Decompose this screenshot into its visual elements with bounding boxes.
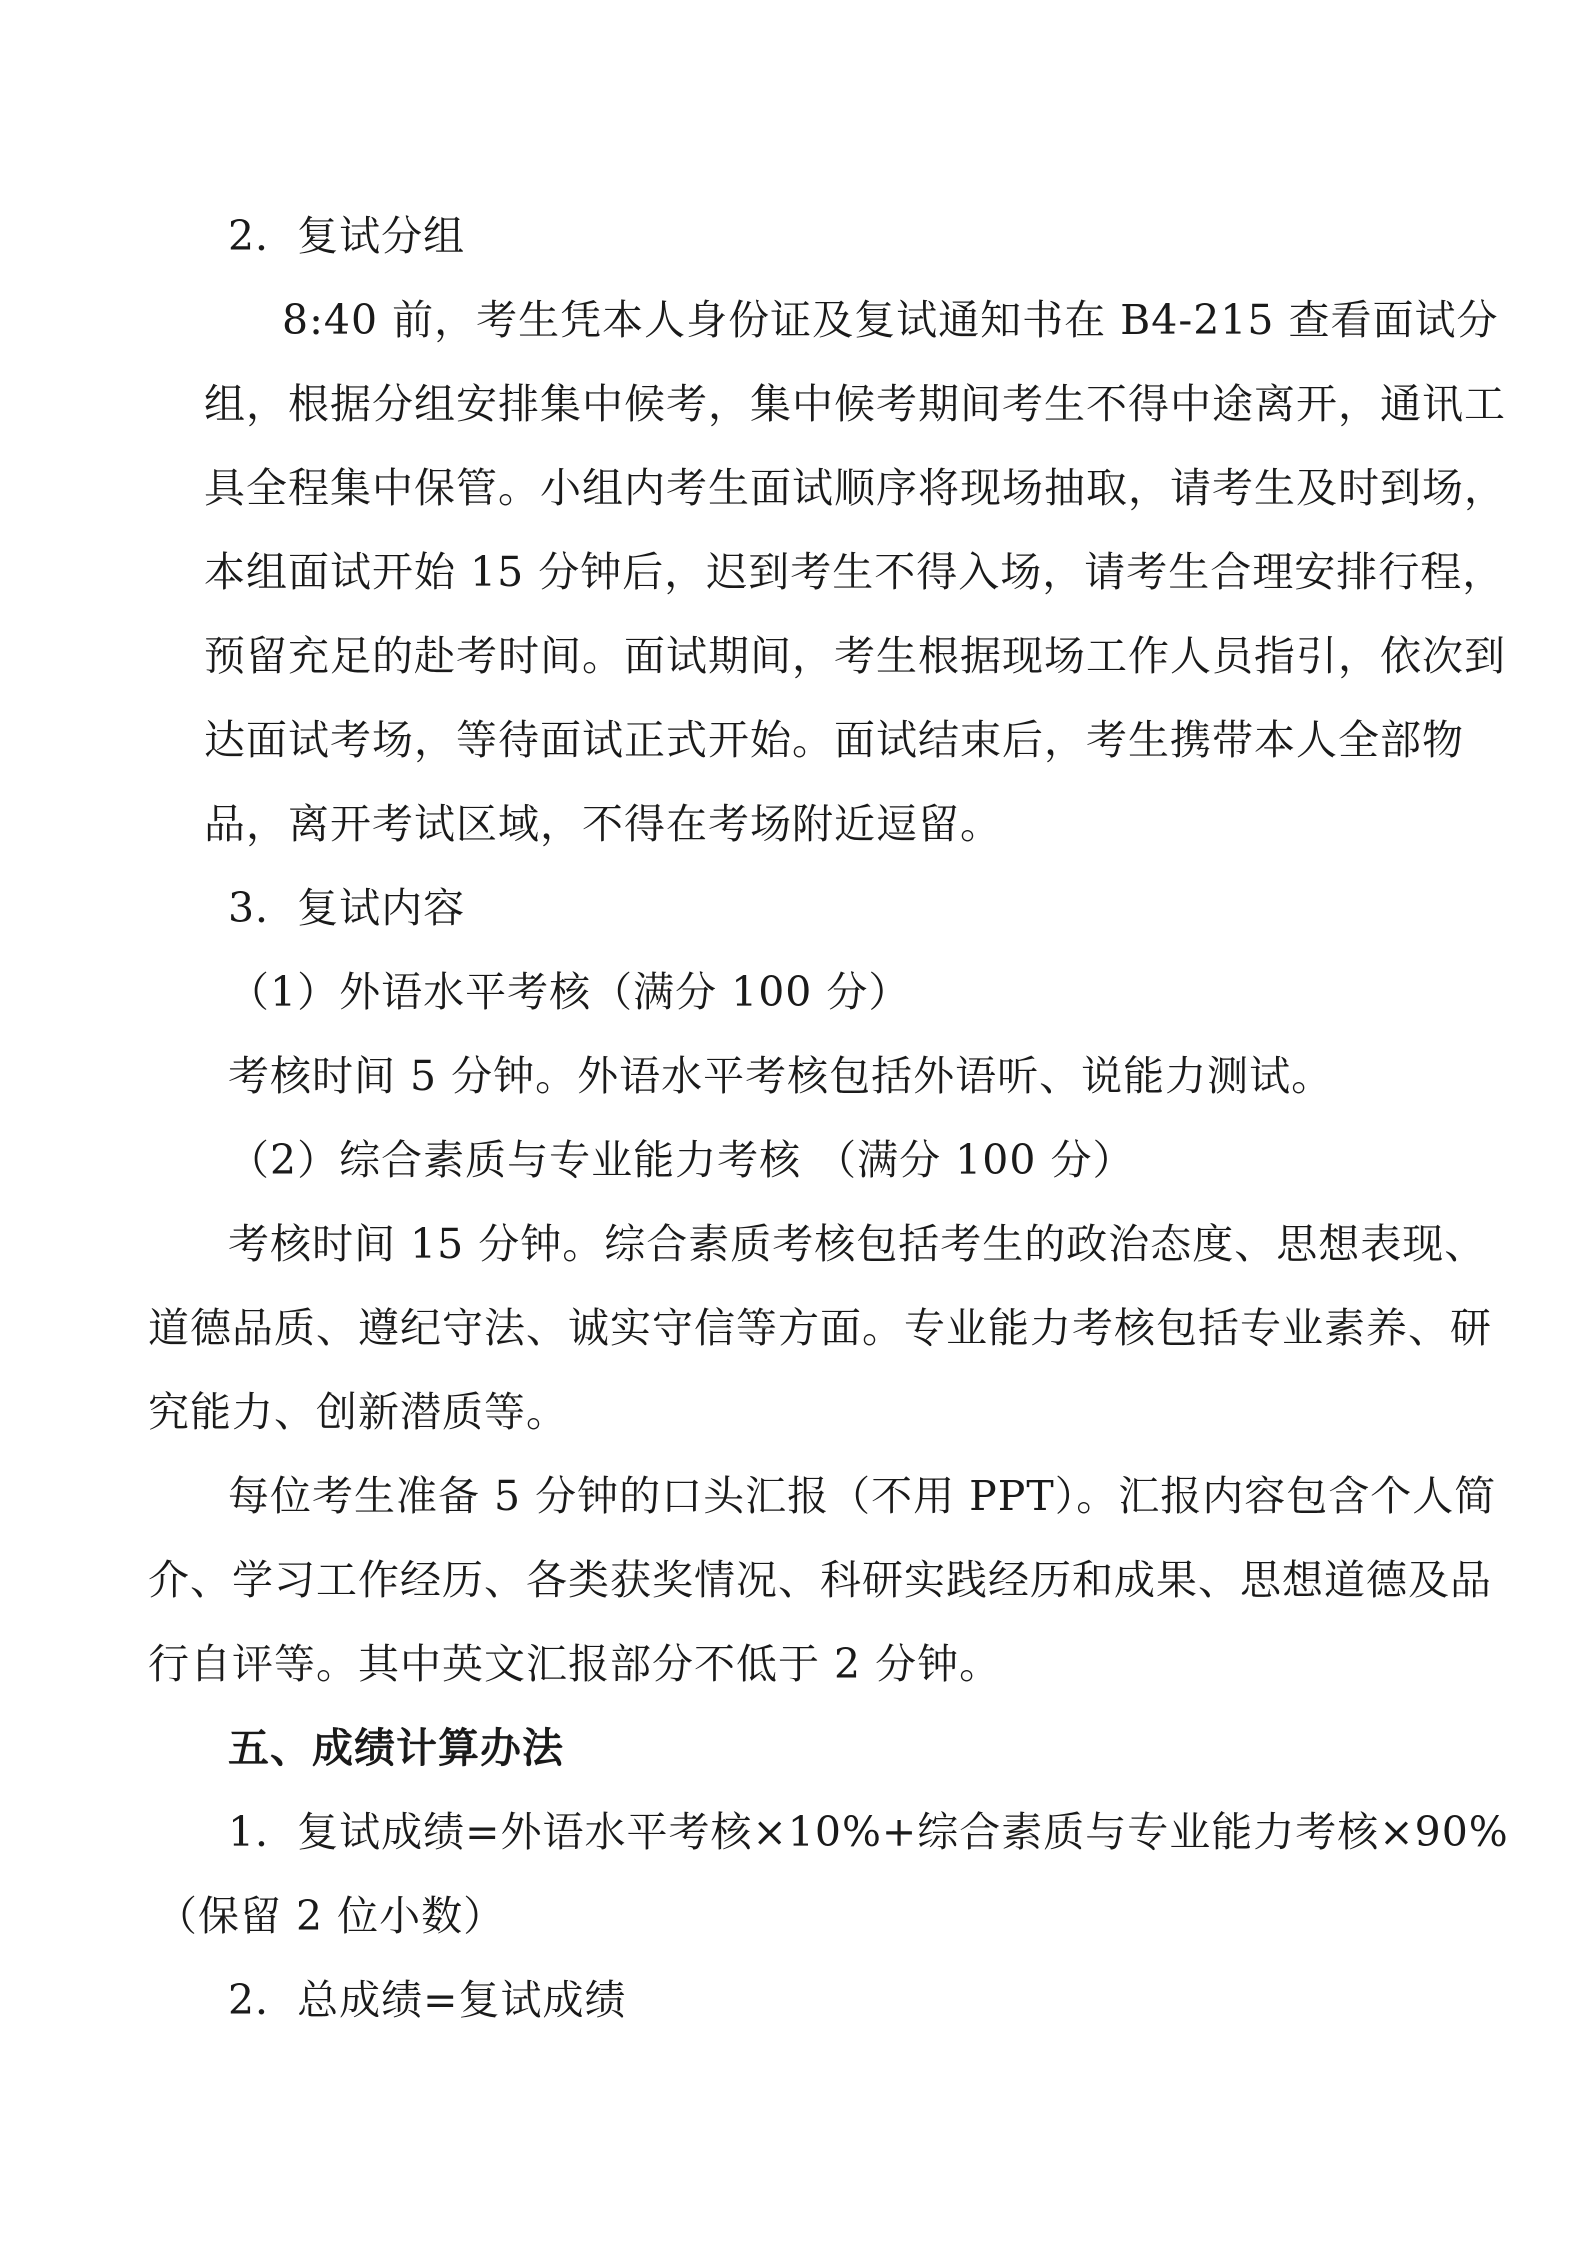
report-line-3: 行自评等。其中英文汇报部分不低于 2 分钟。	[148, 1640, 1002, 1688]
section-5-heading: 五、成绩计算办法	[228, 1724, 564, 1772]
section-3-heading: 3．复试内容	[228, 884, 466, 932]
section-2-line-2: 组，根据分组安排集中候考，集中候考期间考生不得中途离开，通讯工	[204, 380, 1506, 428]
sub-2-line-1: 考核时间 15 分钟。综合素质考核包括考生的政治态度、思想表现、	[228, 1220, 1487, 1268]
sub-2-title: （2）综合素质与专业能力考核 （满分 100 分）	[228, 1136, 1135, 1184]
section-2-line-3: 具全程集中保管。小组内考生面试顺序将现场抽取，请考生及时到场，	[204, 464, 1506, 512]
report-line-1: 每位考生准备 5 分钟的口头汇报（不用 PPT）。汇报内容包含个人简	[228, 1472, 1497, 1520]
section-2-line-6: 达面试考场，等待面试正式开始。面试结束后，考生携带本人全部物	[204, 716, 1464, 764]
sub-1-text: 考核时间 5 分钟。外语水平考核包括外语听、说能力测试。	[228, 1052, 1334, 1100]
section-5-item-1-line-2: （保留 2 位小数）	[156, 1892, 506, 1940]
sub-2-line-2: 道德品质、遵纪守法、诚实守信等方面。专业能力考核包括专业素养、研	[148, 1304, 1492, 1352]
sub-2-line-3: 究能力、创新潜质等。	[148, 1388, 568, 1436]
section-5-item-2: 2．总成绩=复试成绩	[228, 1976, 627, 2024]
section-2-heading: 2．复试分组	[228, 212, 466, 260]
section-5-item-1-line-1: 1．复试成绩=外语水平考核×10%+综合素质与专业能力考核×90%	[228, 1808, 1509, 1856]
section-2-line-1: 8:40 前，考生凭本人身份证及复试通知书在 B4-215 查看面试分	[282, 296, 1499, 344]
section-2-line-4: 本组面试开始 15 分钟后，迟到考生不得入场，请考生合理安排行程，	[204, 548, 1505, 596]
report-line-2: 介、学习工作经历、各类获奖情况、科研实践经历和成果、思想道德及品	[148, 1556, 1492, 1604]
section-2-line-7: 品，离开考试区域，不得在考场附近逗留。	[204, 800, 1002, 848]
sub-1-title: （1）外语水平考核（满分 100 分）	[228, 968, 911, 1016]
section-2-line-5: 预留充足的赴考时间。面试期间，考生根据现场工作人员指引，依次到	[204, 632, 1506, 680]
